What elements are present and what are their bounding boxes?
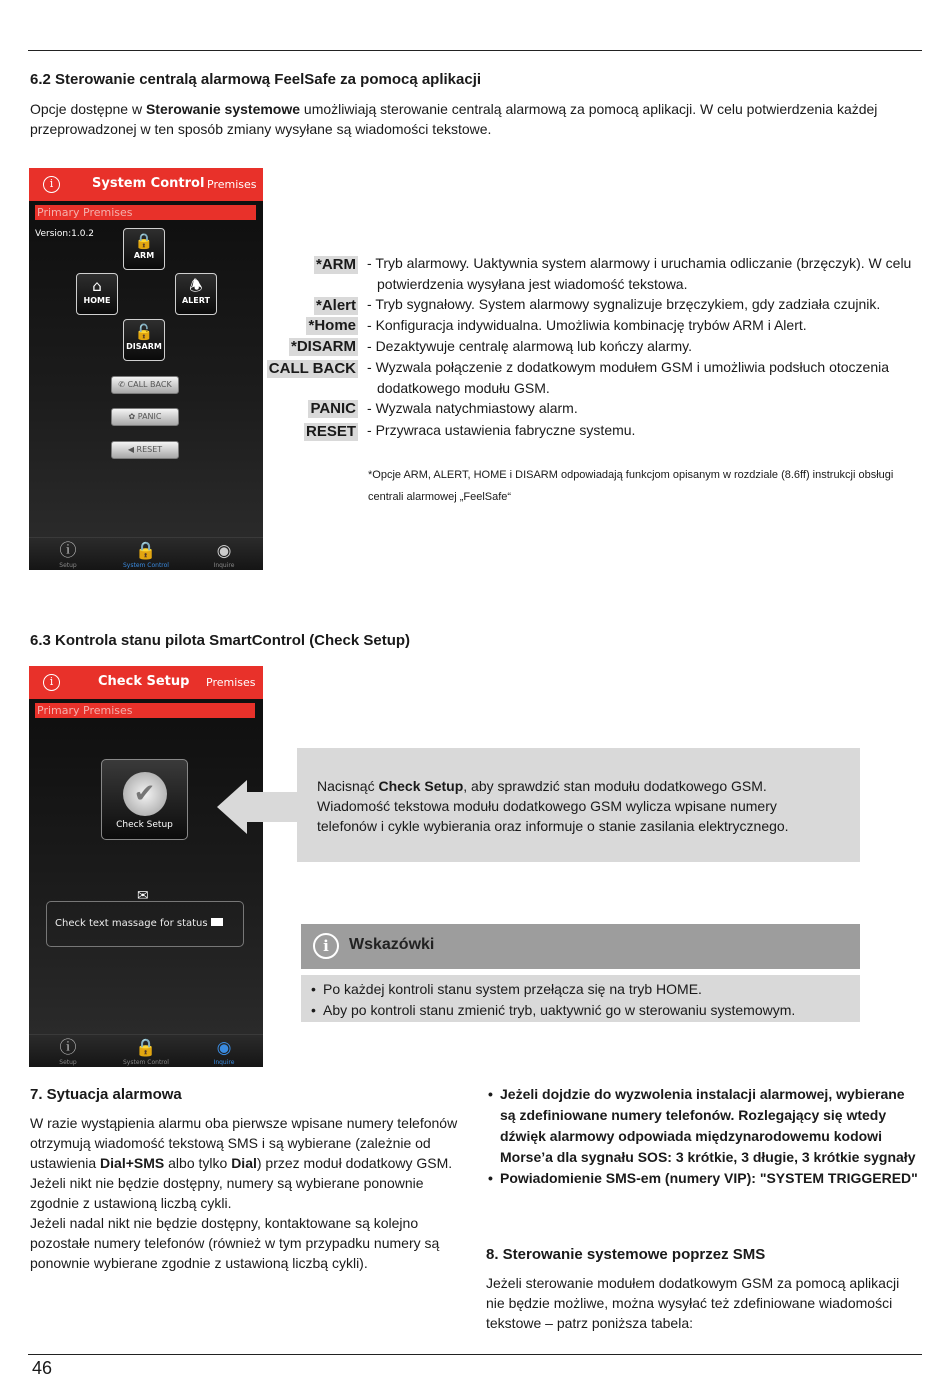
term-desc-callback: - Wyzwala połączenie z dodatkowym modułem GSM i umożliwia podsłuch otoczenia dodatkowego modułu GSM. xyxy=(367,359,889,396)
callout-bold: Check Setup xyxy=(378,778,464,794)
tab-inquire-label: Inquire xyxy=(213,1059,235,1066)
disarm-button[interactable] xyxy=(123,319,165,361)
intro-text-end: umożliwiają sterowanie centralą alarmową za pomocą aplikacji. W celu potwierdzenia każdej przeprowadzonej w ten sposób zmiany wysyłane są wiadomości tekstowe. xyxy=(30,101,878,137)
tab-system-control-label: System Control xyxy=(123,1059,169,1066)
callout-text-end: , aby sprawdzić stan modułu dodatkowego GSM. xyxy=(463,778,767,794)
tips-body xyxy=(301,975,860,1022)
tab-setup-label: Setup xyxy=(59,562,77,569)
alert-button[interactable] xyxy=(175,273,217,315)
term-desc-reset: - Przywraca ustawienia fabryczne systemu. xyxy=(367,422,636,438)
info-icon: i xyxy=(313,933,339,959)
home-button[interactable] xyxy=(76,273,118,315)
term-key-arm: *ARM xyxy=(316,256,356,273)
premises-button[interactable]: Premises xyxy=(207,178,257,191)
term-key-callback: CALL BACK xyxy=(268,360,356,377)
premises-button[interactable]: Premises xyxy=(206,676,256,689)
term-desc-text-2: dodatkowego modułu GSM. xyxy=(377,380,550,396)
checkmark-icon: ✔ xyxy=(123,772,167,816)
alarm-bullets xyxy=(486,1084,918,1189)
alarm-bullet: • Jeżeli dojdzie do wyzwolenia instalacji alarmowej, wybierane są zdefiniowane numery telefonów. Rozlegający się wtedy dźwięk alarmowy odpowiada międzynarodowemu kodowi Morse’a dla sygnału SOS: 3 krótkie, 3 długie, 3 krótkie sygnały xyxy=(486,1084,918,1168)
term-desc-home: - Konfiguracja indywidualna. Umożliwia kombinację trybów ARM i Alert. xyxy=(367,317,807,333)
term-desc-text: Konfiguracja indywidualna. Umożliwia kombinację trybów ARM i Alert. xyxy=(375,317,807,333)
tab-setup[interactable] xyxy=(33,1037,103,1066)
term-desc-alert: - Tryb sygnałowy. System alarmowy sygnalizuje brzęczykiem, gdy zadziała czujnik. xyxy=(367,296,881,312)
callout-text: Nacisnąć xyxy=(317,778,379,794)
premises-bar[interactable]: Primary Premises xyxy=(35,703,255,718)
tab-inquire-label: Inquire xyxy=(213,562,235,569)
tab-bar xyxy=(29,1034,263,1067)
check-setup-screenshot xyxy=(29,666,263,1067)
term-desc-arm: - Tryb alarmowy. Uaktywnia system alarmowy i uruchamia odliczanie (brzęczyk). W celu potwierdzenia wysyłana jest wiadomość tekstowa. xyxy=(367,255,912,292)
back-arrow-icon: ◀ xyxy=(127,445,137,454)
term-key-home: *Home xyxy=(308,317,356,334)
siren-icon: ✿ xyxy=(128,412,138,421)
section-7-heading: 7. Sytuacja alarmowa xyxy=(30,1086,182,1103)
intro-text: Opcje dostępne w xyxy=(30,101,146,117)
term-key-reset: RESET xyxy=(305,423,356,440)
check-setup-callout xyxy=(297,748,860,862)
unlock-icon: 🔓 xyxy=(134,323,154,341)
term-desc-text: Tryb sygnałowy. System alarmowy sygnalizuje brzęczykiem, gdy zadziała czujnik. xyxy=(375,296,881,312)
top-rule xyxy=(28,50,922,51)
app-header xyxy=(29,666,263,699)
tab-inquire[interactable] xyxy=(189,540,259,569)
panic-label: PANIC xyxy=(137,412,162,421)
section-7-text xyxy=(30,1113,460,1273)
envelope-icon: ✉ xyxy=(137,888,149,904)
info-circle-icon: ⓘ xyxy=(59,1038,77,1058)
eye-icon: ◉ xyxy=(216,1038,232,1058)
app-header xyxy=(29,168,263,201)
tips-title: Wskazówki xyxy=(349,936,435,953)
system-control-screenshot xyxy=(29,168,263,570)
home-label: HOME xyxy=(83,296,111,305)
term-key-panic: PANIC xyxy=(310,400,356,417)
tab-system-control[interactable] xyxy=(111,1037,181,1066)
bell-icon: 🕭 xyxy=(189,277,203,295)
info-icon[interactable]: i xyxy=(43,674,60,691)
app-title: System Control xyxy=(92,176,205,191)
tab-bar xyxy=(29,537,263,570)
disarm-label: DISARM xyxy=(126,342,162,351)
term-desc-disarm: - Dezaktywuje centralę alarmową lub kończy alarmy. xyxy=(367,338,692,354)
intro-bold: Sterowanie systemowe xyxy=(145,101,301,117)
alarm-bullet: • Powiadomienie SMS-em (numery VIP): "SYSTEM TRIGGERED" xyxy=(486,1168,918,1189)
info-circle-icon: ⓘ xyxy=(59,541,77,561)
term-desc-text: Przywraca ustawienia fabryczne systemu. xyxy=(375,422,636,438)
tip-item: • Aby po kontroli stanu zmienić tryb, uaktywnić go w sterowaniu systemowym. xyxy=(309,1000,854,1021)
tab-system-control[interactable] xyxy=(111,540,181,569)
house-icon: ⌂ xyxy=(92,277,102,295)
pointer-arrow xyxy=(217,780,247,834)
pointer-arrow-body xyxy=(246,792,298,822)
s7-paragraph-3: Jeżeli nadal nikt nie będzie dostępny, kontaktowane są kolejno pozostałe numery telefonów (również w tym przypadku numery są ponownie wybierane zgodnie z ustawioną liczbą cykli). xyxy=(30,1215,440,1271)
s7-text: ) przez moduł dodatkowy GSM. xyxy=(256,1155,453,1171)
callback-label: CALL BACK xyxy=(127,380,172,389)
arm-button[interactable] xyxy=(123,228,165,270)
bottom-rule xyxy=(28,1354,922,1355)
section-6-2-intro xyxy=(30,99,922,139)
term-desc-text: Dezaktywuje centralę alarmową lub kończy alarmy. xyxy=(375,338,692,354)
callout-line-3: telefonów i cykle wybierania oraz informuje o stanie zasilania elektrycznego. xyxy=(317,818,789,834)
s7-text: W razie wystąpienia alarmu oba pierwsze wpisane numery telefonów otrzymują wiadomość tekstową SMS i są wybierane (zależnie od ustawienia xyxy=(30,1115,458,1171)
tab-inquire[interactable] xyxy=(189,1037,259,1066)
check-setup-button[interactable] xyxy=(101,759,188,840)
check-setup-text xyxy=(317,776,847,836)
tip-item: • Po każdej kontroli stanu system przełącza się na tryb HOME. xyxy=(309,979,854,1000)
term-desc-text: Tryb alarmowy. Uaktywnia system alarmowy i uruchamia odliczanie (brzęczyk). W celu xyxy=(375,255,912,271)
page-number: 46 xyxy=(32,1358,53,1378)
checkbox-icon xyxy=(211,918,223,926)
eye-icon: ◉ xyxy=(216,541,232,561)
info-icon[interactable]: i xyxy=(43,176,60,193)
section-6-2-heading: 6.2 Sterowanie centralą alarmową FeelSafe za pomocą aplikacji xyxy=(30,71,482,88)
term-key-alert: *Alert xyxy=(315,297,356,314)
tab-setup-label: Setup xyxy=(59,1059,77,1066)
s7-bold-dial: Dial xyxy=(231,1155,257,1171)
premises-bar[interactable]: Primary Premises xyxy=(35,205,256,220)
tab-setup[interactable] xyxy=(33,540,103,569)
term-key-disarm: *DISARM xyxy=(290,338,356,355)
terms-footnote: *Opcje ARM, ALERT, HOME i DISARM odpowiadają funkcjom opisanym w rozdziale (8.6ff) instrukcji obsługi centrali alarmowej „FeelSafe“ xyxy=(368,469,894,503)
status-message-label: Check text massage for status xyxy=(55,918,208,929)
version-label: Version:1.0.2 xyxy=(35,229,95,239)
term-desc-text-2: potwierdzenia wysyłana jest wiadomość tekstowa. xyxy=(377,276,688,292)
panic-button[interactable] xyxy=(111,408,179,426)
section-6-3-heading: 6.3 Kontrola stanu pilota SmartControl (Check Setup) xyxy=(30,632,411,649)
callback-button[interactable] xyxy=(111,376,179,394)
status-message-box[interactable] xyxy=(46,901,244,947)
term-desc-text: Wyzwala połączenie z dodatkowym modułem GSM i umożliwia podsłuch otoczenia xyxy=(375,359,889,375)
reset-button[interactable] xyxy=(111,441,179,459)
alert-label: ALERT xyxy=(181,296,210,305)
s7-paragraph-2: Jeżeli nikt nie będzie dostępny, numery są wybierane ponownie zgodnie z ustawioną liczbą cykli. xyxy=(30,1175,424,1211)
phone-icon: ✆ xyxy=(118,380,128,389)
reset-label: RESET xyxy=(136,445,163,454)
term-desc-panic: - Wyzwala natychmiastowy alarm. xyxy=(367,400,578,416)
app-title: Check Setup xyxy=(98,674,190,689)
tips-header xyxy=(301,924,860,969)
app-body xyxy=(29,720,263,1034)
s7-text: albo tylko xyxy=(164,1155,232,1171)
tips-list xyxy=(309,979,854,1021)
check-setup-label: Check Setup xyxy=(116,820,173,830)
callout-line-2: Wiadomość tekstowa modułu dodatkowego GSM wylicza wpisane numery xyxy=(317,798,777,814)
lock-icon: 🔒 xyxy=(134,232,154,250)
arm-label: ARM xyxy=(133,251,155,260)
tab-system-control-label: System Control xyxy=(123,562,169,569)
term-desc-text: Wyzwala natychmiastowy alarm. xyxy=(375,400,578,416)
s7-bold-dial-sms: Dial+SMS xyxy=(100,1155,165,1171)
lock-icon: 🔒 xyxy=(135,1038,157,1058)
lock-icon: 🔒 xyxy=(135,541,157,561)
app-body xyxy=(29,222,263,537)
section-8-text: Jeżeli sterowanie modułem dodatkowym GSM za pomocą aplikacji nie będzie możliwe, można wysyłać też zdefiniowane wiadomości tekstowe – patrz poniższa tabela: xyxy=(486,1275,900,1331)
section-8-heading: 8. Sterowanie systemowe poprzez SMS xyxy=(486,1246,766,1263)
